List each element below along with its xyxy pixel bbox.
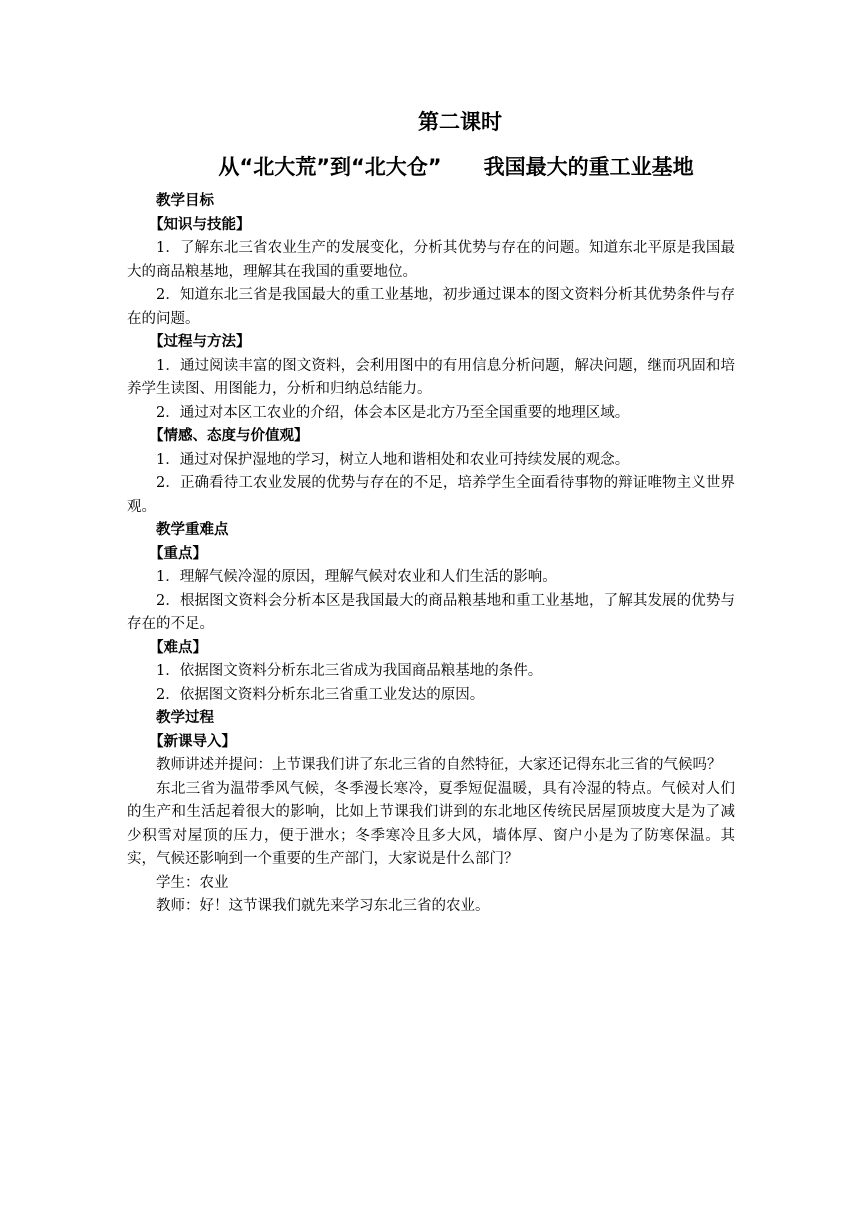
- process-heading: 【过程与方法】: [149, 334, 251, 350]
- emotion-heading: 【情感、态度与价值观】: [149, 428, 309, 444]
- difficulty-heading: 【难点】: [149, 639, 207, 656]
- paragraph: 1．通过阅读丰富的图文资料，会利用图中的有用信息分析问题，解决问题，继而巩固和培养学生读图、用图能力，分析和归纳总结能力。: [127, 357, 735, 397]
- paragraph: 2．正确看待工农业发展的优势与存在的不足，培养学生全面看待事物的辩证唯物主义世界观。: [127, 475, 735, 515]
- paragraph: 教师：好！这节课我们就先来学习东北三省的农业。: [156, 898, 490, 914]
- paragraph: 1．了解东北三省农业生产的发展变化，分析其优势与存在的问题。知道东北平原是我国最大的商品粮基地，理解其在我国的重要地位。: [127, 240, 735, 280]
- paragraph: 2．依据图文资料分析东北三省重工业发达的原因。: [156, 686, 485, 703]
- lesson-title: 第二课时: [418, 110, 502, 134]
- paragraph: 2．根据图文资料会分析本区是我国最大的商品粮基地和重工业基地，了解其发展的优势与存在的不足。: [127, 592, 735, 632]
- paragraph: 东北三省为温带季风气候，冬季漫长寒冷，夏季短促温暖，具有冷湿的特点。气候对人们的生产和生活起着很大的影响，比如上节课我们讲到的东北地区传统民居屋顶坡度大是为了减少积雪对屋顶的压力，便于泄水；冬季寒冷且多大风，墙体厚、窗户小是为了防寒保温。其实，气候还影响到一个重要的生产部门，大家说是什么部门？: [127, 780, 735, 867]
- teaching-process-heading: 教学过程: [156, 710, 214, 726]
- key-points-heading: 教学重难点: [156, 522, 229, 538]
- paragraph: 2．通过对本区工农业的介绍，体会本区是北方乃至全国重要的地理区域。: [156, 404, 630, 421]
- intro-heading: 【新课导入】: [149, 733, 236, 750]
- goals-heading: 教学目标: [156, 193, 214, 209]
- lesson-subtitle: 从“北大荒”到“北大仓” 我国最大的重工业基地: [218, 155, 694, 179]
- paragraph: 教师讲述并提问：上节课我们讲了东北三省的自然特征，大家还记得东北三省的气候吗？: [156, 757, 722, 773]
- paragraph: 1．通过对保护湿地的学习，树立人地和谐相处和农业可持续发展的观念。: [156, 451, 630, 468]
- document-body: [127, 190, 735, 919]
- focus-heading: 【重点】: [149, 545, 207, 562]
- paragraph: 2．知道东北三省是我国最大的重工业基地，初步通过课本的图文资料分析其优势条件与存在的问题。: [127, 287, 735, 327]
- paragraph: 学生：农业: [156, 874, 229, 891]
- knowledge-heading: 【知识与技能】: [149, 216, 251, 233]
- paragraph: 1．依据图文资料分析东北三省成为我国商品粮基地的条件。: [156, 663, 543, 679]
- paragraph: 1．理解气候冷湿的原因，理解气候对农业和人们生活的影响。: [156, 569, 557, 585]
